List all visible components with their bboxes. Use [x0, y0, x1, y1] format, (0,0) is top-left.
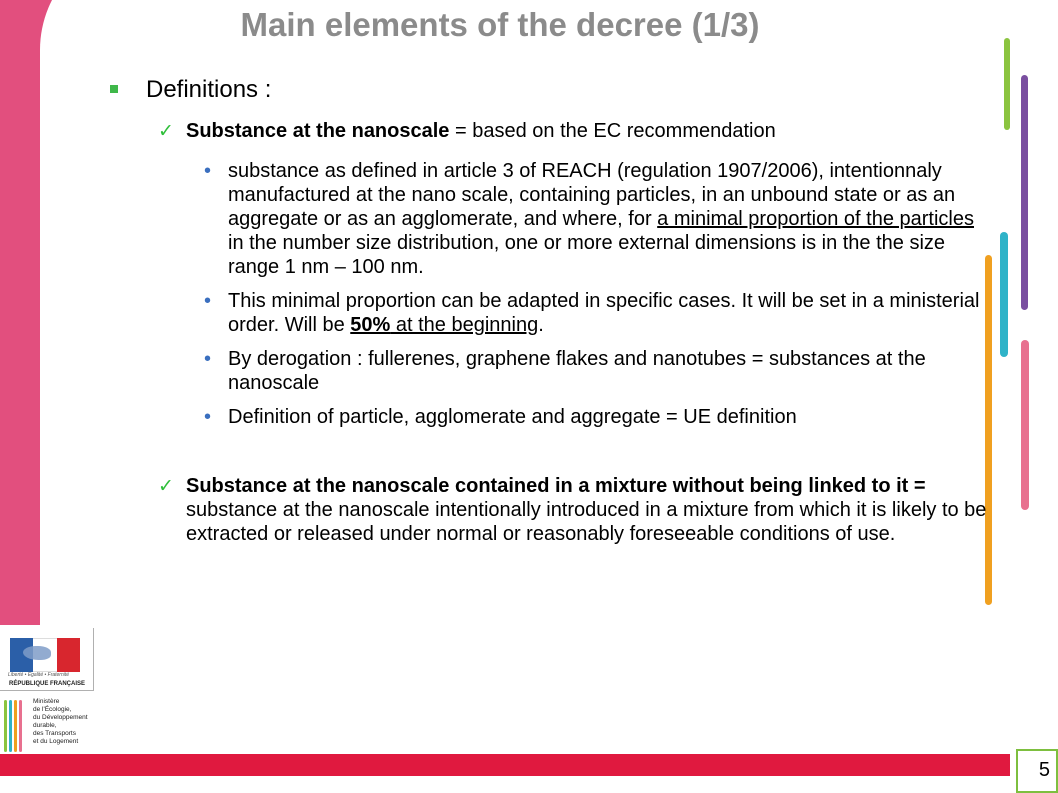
sub-bullet-3: • By derogation : fullerenes, graphene flakes and nanotubes = substances at the nanoscale — [204, 348, 926, 394]
round-bullet-icon: • — [204, 160, 212, 182]
page-number-box — [1016, 749, 1058, 793]
deco-line-teal — [1000, 232, 1008, 357]
definition-term: Substance at the nanoscale — [186, 120, 450, 142]
sub-bullet-4: • Definition of particle, agglomerate and aggregate = UE definition — [204, 406, 797, 428]
slide-content — [108, 76, 988, 546]
definition-item-2 — [108, 474, 988, 546]
round-bullet-icon: • — [204, 290, 212, 312]
government-logo — [0, 628, 97, 753]
checkmark-icon: ✓ — [158, 120, 174, 142]
republic-motto: Liberté • Égalité • Fraternité — [8, 672, 70, 678]
republic-name: RÉPUBLIQUE FRANÇAISE — [9, 681, 86, 687]
deco-line-purple — [1021, 75, 1028, 310]
definition-item-1 — [108, 119, 988, 143]
footer-bar — [0, 754, 1010, 776]
definition-term: Substance at the nanoscale contained in a mixture without being linked to it = — [186, 475, 926, 497]
deco-line-green — [1004, 38, 1010, 130]
deco-line-pink — [1021, 340, 1029, 510]
green-square-icon — [110, 85, 118, 93]
ministry-logo — [0, 694, 97, 754]
sub-bullet-1: • substance as defined in article 3 of REACH (regulation 1907/2006), intentionnaly manufactured at the nano scale, containing particles, in an unbound state or as an aggregate or as an agglomerate, and where, for a minimal proportion of the particles in the number size distribution, one or more external dimensions is in the the size range 1 nm – 100 nm. — [204, 160, 974, 278]
marianne-flag-icon — [10, 638, 80, 672]
definition-text: substance at the nanoscale intentionally introduced in a mixture from which it is likely to be extracted or released under normal or reasonably foreseeable conditions of use. — [186, 499, 987, 545]
marianne-logo — [0, 628, 94, 691]
checkmark-icon: ✓ — [158, 475, 174, 497]
round-bullet-icon: • — [204, 406, 212, 428]
section-heading: Definitions : — [108, 76, 988, 104]
ministry-stripes-icon — [4, 700, 26, 752]
ministry-name: Ministère de l'Écologie, du Développement durable, des Transports et du Logement — [33, 698, 88, 745]
definition-text: = based on the EC recommendation — [449, 120, 776, 142]
slide-title: Main elements of the decree (1/3) — [240, 6, 760, 43]
round-bullet-icon: • — [204, 348, 212, 370]
sub-bullet-2: • This minimal proportion can be adapted in specific cases. It will be set in a ministerial order. Will be 50% at the beginning. — [204, 290, 980, 336]
page-number: 5 — [1038, 759, 1050, 781]
percentage-highlight: 50% — [350, 314, 391, 336]
underlined-phrase: a minimal proportion of the particles — [657, 208, 974, 230]
